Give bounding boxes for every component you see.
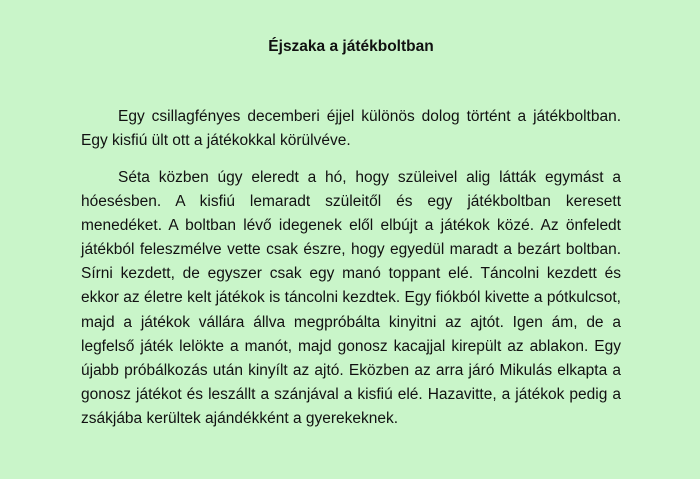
document-title: Éjszaka a játékboltban (268, 38, 434, 55)
paragraph-1: Egy csillagfényes decemberi éjjel különös dolog történt a játékboltban. Egy kisfiú ült ott a játékokkal körülvéve. (81, 108, 621, 150)
document-page (81, 0, 621, 479)
paragraph-2: Séta közben úgy eleredt a hó, hogy szüleivel alig látták egymást a hóesésben. A kisfiú lemaradt szüleitől és egy játékboltban keresett menedéket. A boltban lévő idegenek elől elbújt a játékok közé. Az önfeledt játékból feleszmélve vette csak észre, hogy egyedül maradt a bezárt boltban. Sírni kezdett, de egyszer csak egy manó toppant elé. Táncolni kezdett és ekkor az életre kelt játékok is táncolni kezdtek. Egy fiókból kivette a pótkulcsot, majd a játékok vállára állva megpróbálta kinyitni az ajtót. Igen ám, de a legfelső játék lelökte a manót, majd gonosz kacajjal kirepült az ablakon. Egy újabb próbálkozás után kinyílt az ajtó. Eközben az arra járó Mikulás elkapta a gonosz játékot és leszállt a szánjával a kisfiú elé. Hazavitte, a játékok pedig a zsákjába kerültek ajándékként a gyerekeknek. (81, 169, 621, 427)
